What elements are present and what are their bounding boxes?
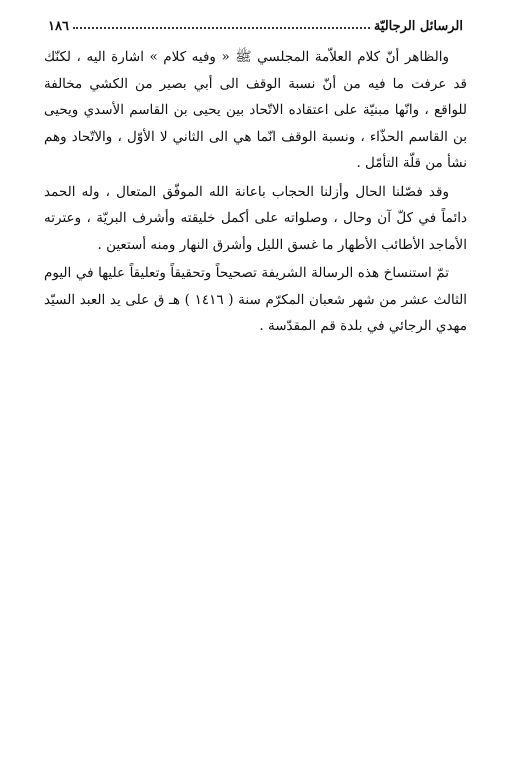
paragraph-1: والظاهر أنّ كلام العلاّمة المجلسي ﷺ « وفيه كلام » اشارة اليه ، لكنّك قد عرفت ما فيه من أنّ نسبة الوقف الى أبي بصير من الكشي مخالفة للواقع ، وانّها مبنيّة على اعتقاده الاتّحاد بين يحيى بن القاسم الأسدي ويحيى بن القاسم الحذّاء ، ونسبة الوقف انّما هي الى الثاني لا الأوّل ، والاتّحاد وهم نشأ من قلّة التأمّل . [44,49,467,171]
paragraph-3: تمّ استنساخ هذه الرسالة الشريفة تصحيحاً وتحقيقاً وتعليقاً عليها في اليوم الثالث عشر من شهر شعبان المكرّم سنة ( ١٤١٦ ) هـ ق على يد العبد السيّد مهدي الرجائي في بلدة قم المقدّسة . [44,265,468,334]
running-title: الرسائل الرجاليّة [373,19,463,34]
running-header [48,12,463,34]
body-text [44,44,467,340]
header-dotted-leader [73,27,370,29]
paragraph-2: وقد فصّلنا الحال وأزلنا الحجاب باعانة الله الموفّق المتعال ، وله الحمد دائماً في كلّ آن وحال ، وصلواته على أكمل خليقته وأشرف البريّة ، وعترته الأماجد الأطائب الأطهار ما غسق الليل وأشرق النهار ومنه أستعين . [44,183,467,253]
page-number: ١٨٦ [48,19,69,34]
